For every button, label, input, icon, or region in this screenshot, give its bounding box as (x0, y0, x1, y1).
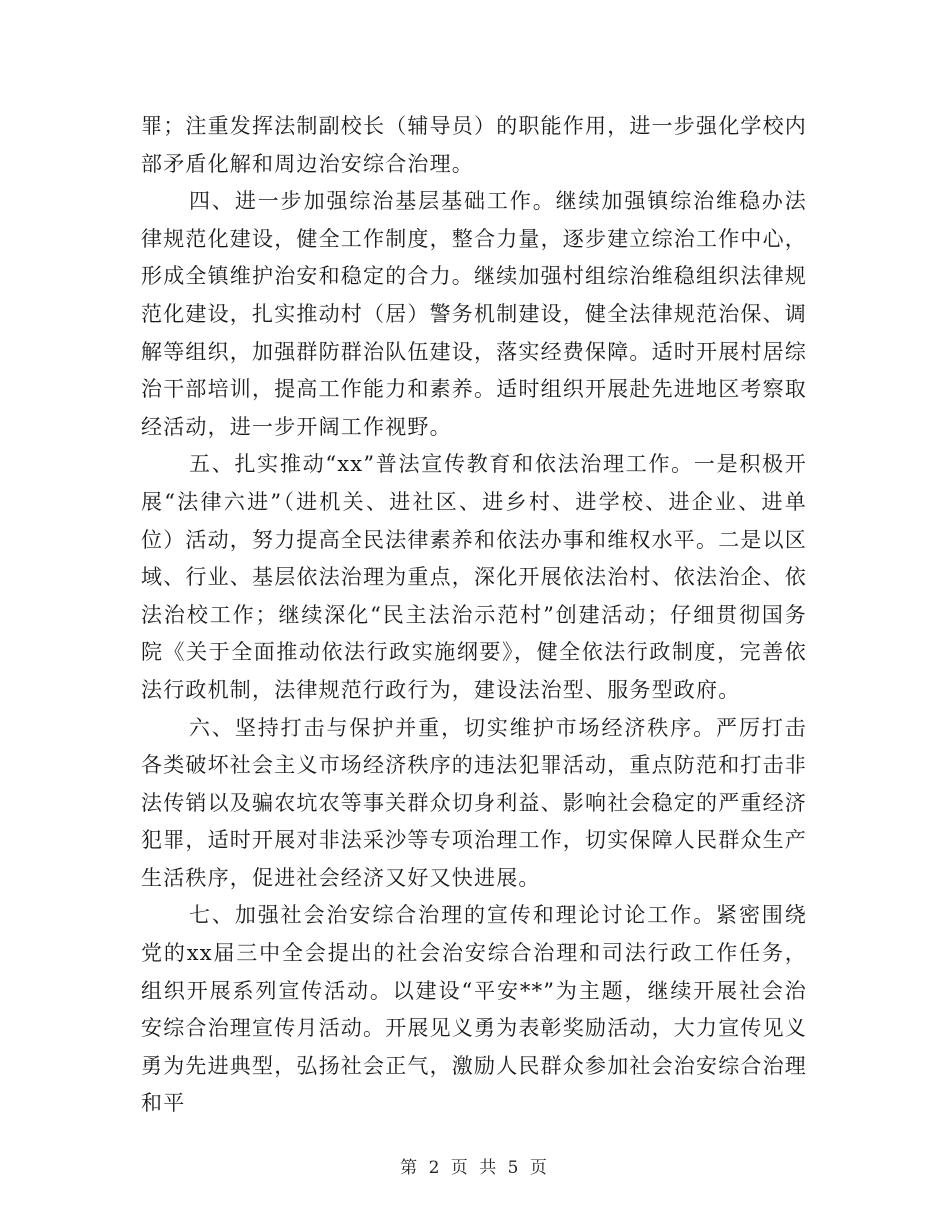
paragraph-section-four: 四、进一步加强综治基层基础工作。继续加强镇综治维稳办法律规范化建设，健全工作制度，整合力量，逐步建立综治工作中心，形成全镇维护治安和稳定的合力。继续加强村组综治维稳组织法律规范化建设，扎实推动村（居）警务机制建设，健全法律规范治保、调解等组织，加强群防群治队伍建设，落实经费保障。适时开展村居综治干部培训，提高工作能力和素养。适时组织开展赴先进地区考察取经活动，进一步开阔工作视野。 (141, 189, 807, 439)
paragraph-section-five: 五、扎实推动“xx”普法宣传教育和依法治理工作。一是积极开展“法律六进”（进机关、进社区、进乡村、进学校、进企业、进单位）活动，努力提高全民法律素养和依法办事和维权水平。二是以区域、行业、基层依法治理为重点，深化开展依法治村、依法治企、依法治校工作；继续深化“民主法治示范村”创建活动；仔细贯彻国务院《关于全面推动依法行政实施纲要》，健全依法行政制度，完善依法行政机制，法律规范行政行为，建设法治型、服务型政府。 (141, 452, 807, 702)
page-number-footer: 第 2 页 共 5 页 (400, 1158, 550, 1178)
paragraph-section-seven: 七、加强社会治安综合治理的宣传和理论讨论工作。紧密围绕党的xx届三中全会提出的社会治安综合治理和司法行政工作任务，组织开展系列宣传活动。以建设“平安**”为主题，继续开展社会治安综合治理宣传月活动。开展见义勇为表彰奖励活动，大力宣传见义勇为先进典型，弘扬社会正气，激励人民群众参加社会治安综合治理和平 (141, 903, 807, 1116)
paragraph-continuation: 罪；注重发挥法制副校长（辅导员）的职能作用，进一步强化学校内部矛盾化解和周边治安综合治理。 (141, 114, 807, 176)
document-body (141, 108, 807, 1123)
paragraph-section-six: 六、坚持打击与保护并重，切实维护市场经济秩序。严厉打击各类破坏社会主义市场经济秩序的违法犯罪活动，重点防范和打击非法传销以及骗农坑农等事关群众切身利益、影响社会稳定的严重经济犯罪，适时开展对非法采沙等专项治理工作，切实保障人民群众生产生活秩序，促进社会经济又好又快进展。 (141, 715, 807, 890)
